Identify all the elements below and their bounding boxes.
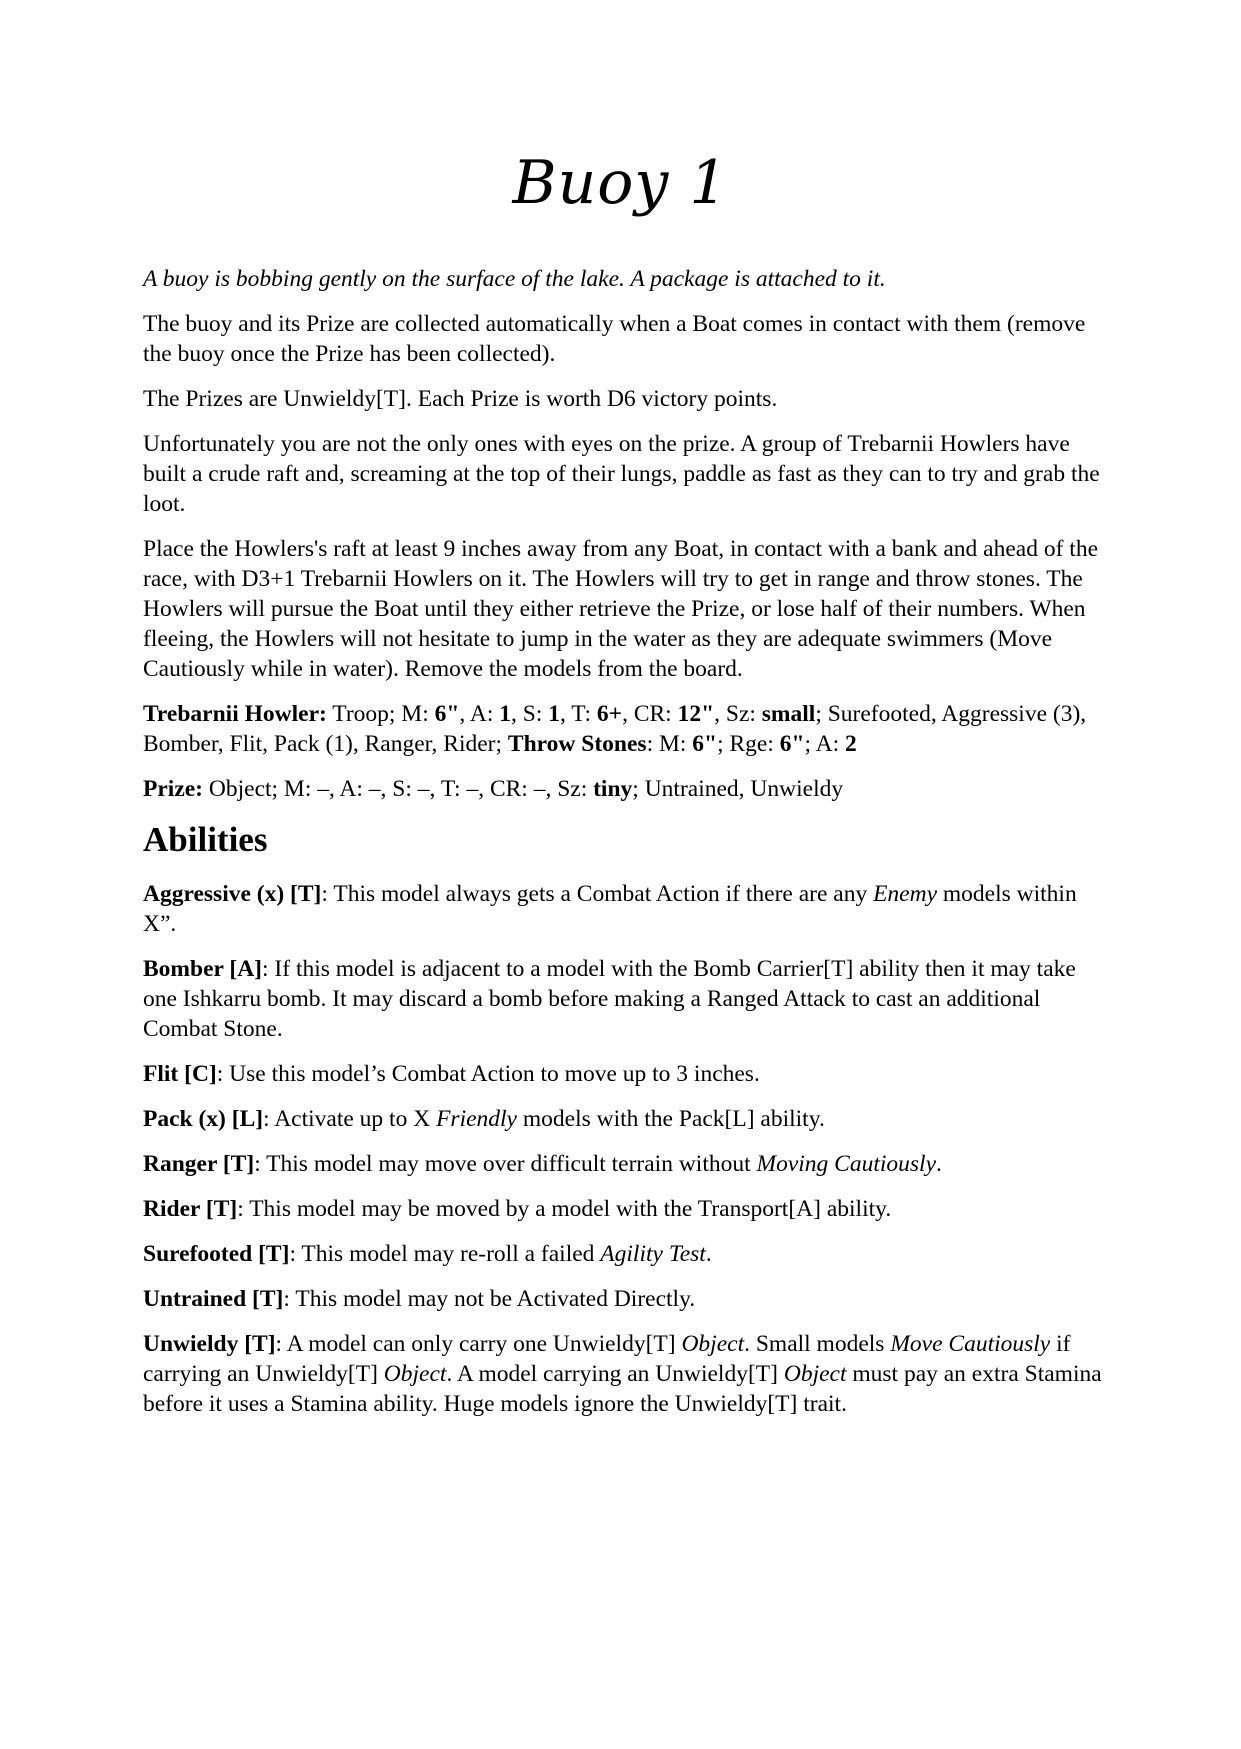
howler-name: Trebarnii Howler: [143, 701, 327, 727]
paragraph-prizes: The Prizes are Unwieldy[T]. Each Prize is worth D6 victory points. [143, 386, 778, 412]
paragraph-howlers: Unfortunately you are not the only ones with eyes on the prize. A group of Trebarnii Howlers have built a crude raft and, screaming at the top of their lungs, paddle as fast as they can to try and grab the loot. [143, 431, 1100, 517]
ability-flit: Flit [C]: Use this model’s Combat Action to move up to 3 inches. [143, 1061, 760, 1087]
page-title: Buoy 1 [512, 148, 729, 218]
ability-rider: Rider [T]: This model may be moved by a model with the Transport[A] ability. [143, 1196, 892, 1222]
ability-surefooted: Surefooted [T]: This model may re-roll a failed Agility Test. [143, 1241, 712, 1267]
paragraph-collection: The buoy and its Prize are collected automatically when a Boat comes in contact with them (remove the buoy once the Prize has been collected). [143, 311, 1086, 367]
ability-bomber: Bomber [A]: If this model is adjacent to a model with the Bomb Carrier[T] ability then it may take one Ishkarru bomb. It may discard a bomb before making a Ranged Attack to cast an additional Combat Stone. [143, 956, 1076, 1042]
intro-text: A buoy is bobbing gently on the surface of the lake. A package is attached to it. [143, 266, 886, 292]
weapon-name: Throw Stones [507, 731, 647, 757]
ability-pack: Pack (x) [L]: Activate up to X Friendly models with the Pack[L] ability. [143, 1106, 825, 1132]
ability-aggressive: Aggressive (x) [T]: This model always gets a Combat Action if there are any Enemy models within X”. [143, 881, 1077, 937]
ability-unwieldy: Unwieldy [T]: A model can only carry one Unwieldy[T] Object. Small models Move Cautiously if carrying an Unwieldy[T] Object. A model carrying an Unwieldy[T] Object must pay an extra Stamina before it uses a Stamina ability. Huge models ignore the Unwieldy[T] trait. [143, 1331, 1102, 1417]
paragraph-placement: Place the Howlers's raft at least 9 inches away from any Boat, in contact with a bank and ahead of the race, with D3+1 Trebarnii Howlers on it. The Howlers will try to get in range and throw stones. The Howlers will pursue the Boat until they either retrieve the Prize, or lose half of their numbers. When fleeing, the Howlers will not hesitate to jump in the water as they are adequate swimmers (Move Cautiously while in water). Remove the models from the board. [143, 536, 1098, 682]
ability-untrained: Untrained [T]: This model may not be Activated Directly. [143, 1286, 696, 1312]
prize-statline: Prize: Object; M: –, A: –, S: –, T: –, CR: –, Sz: tiny; Untrained, Unwieldy [143, 776, 844, 802]
ability-ranger: Ranger [T]: This model may move over difficult terrain without Moving Cautiously. [143, 1151, 942, 1177]
howler-statline: Trebarnii Howler: Troop; M: 6", A: 1, S: 1, T: 6+, CR: 12", Sz: small; Surefooted, Aggressive (3), Bomber, Flit, Pack (1), Ranger, Rider; Throw Stones: M: 6"; Rge: 6"; A: 2 [143, 701, 1087, 757]
page-content [143, 264, 1103, 1434]
abilities-heading: Abilities [143, 820, 268, 859]
prize-name: Prize: [143, 776, 204, 802]
